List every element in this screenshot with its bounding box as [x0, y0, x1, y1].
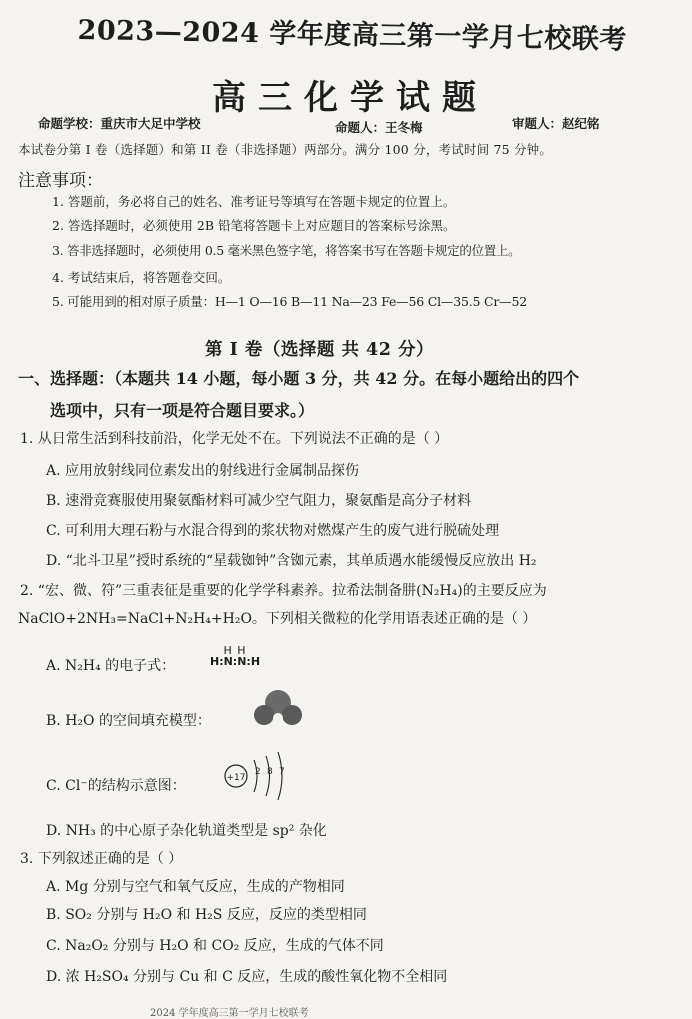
- exam-title-line1: 2023—2024 学年度高三第一学月七校联考: [77, 14, 627, 56]
- question-3-stem: 3. 下列叙述正确的是（ ）: [20, 851, 183, 867]
- part-instruction-line2: 选项中，只有一项是符合题目要求。）: [50, 401, 315, 420]
- question-3-option-c: C. Na₂O₂ 分别与 H₂O 和 CO₂ 反应，生成的气体不同: [46, 938, 384, 954]
- part-instruction-line1: 一、选择题：（本题共 14 小题，每小题 3 分，共 42 分。在每小题给出的四个: [18, 369, 580, 388]
- lewis-top-hydrogens: H H: [223, 644, 247, 657]
- reviewer-label: 审题人：赵纪铭: [512, 116, 600, 131]
- exam-title-line2: 高三化学试题: [212, 78, 488, 118]
- notice-item: 2. 答选择题时，必须使用 2B 铅笔将答题卡上对应题目的答案标号涂黑。: [52, 218, 456, 233]
- notice-item: 3. 答非选择题时，必须使用 0.5 毫米黑色签字笔，将答案书写在答题卡规定的位置上。: [52, 243, 521, 258]
- question-2-stem-line1: 2. “宏、微、符”三重表征是重要的化学学科素养。拉希法制备肼(N₂H₄)的主要反应为: [20, 583, 547, 599]
- question-3-option-d: D. 浓 H₂SO₄ 分别与 Cu 和 C 反应，生成的酸性氧化物不全相同: [46, 969, 448, 985]
- question-1-stem: 1. 从日常生活到科技前沿，化学无处不在。下列说法不正确的是（ ）: [20, 431, 449, 447]
- shell-electrons: 7: [279, 767, 285, 777]
- notice-item: 1. 答题前，务必将自己的姓名、准考证号等填写在答题卡规定的位置上。: [52, 194, 456, 209]
- question-2-option-b: B. H₂O 的空间填充模型：: [46, 713, 211, 729]
- shell-electrons: 2: [255, 767, 261, 777]
- question-1-option-d: D. “北斗卫星”授时系统的“星载铷钟”含铷元素，其单质遇水能缓慢反应放出 H₂: [46, 553, 537, 569]
- question-1-option-c: C. 可利用大理石粉与水混合得到的浆状物对燃煤产生的废气进行脱硫处理: [46, 523, 500, 539]
- question-3-option-a: A. Mg 分别与空气和氧气反应，生成的产物相同: [46, 879, 345, 895]
- lewis-main-chain: H:N:N:H: [210, 655, 261, 668]
- notice-item: 5. 可能用到的相对原子质量：H—1 O—16 B—11 Na—23 Fe—56 Cl—35.5 Cr—52: [52, 294, 527, 309]
- question-2-option-d: D. NH₃ 的中心原子杂化轨道类型是 sp² 杂化: [46, 823, 327, 839]
- nucleus-charge: +17: [226, 773, 246, 783]
- exam-intro: 本试卷分第 I 卷（选择题）和第 II 卷（非选择题）两部分。满分 100 分，考试时间 75 分钟。: [18, 142, 553, 157]
- section-title: 第 I 卷（选择题 共 42 分）: [205, 340, 435, 360]
- question-2-stem-line2: NaClO+2NH₃=NaCl+N₂H₄+H₂O。下列相关微粒的化学用语表述正确的是（ ）: [18, 611, 537, 627]
- question-1-option-b: B. 速滑竞赛服使用聚氨酯材料可减少空气阻力，聚氨酯是高分子材料: [46, 493, 472, 509]
- question-2-option-c: C. Cl⁻的结构示意图：: [46, 778, 186, 794]
- school-label: 命题学校：重庆市大足中学校: [38, 116, 201, 131]
- author-label: 命题人：王冬梅: [335, 120, 423, 135]
- chloride-structure-diagram: [222, 752, 292, 802]
- water-space-filling-model: [252, 688, 304, 728]
- notice-item: 4. 考试结束后，将答题卷交回。: [52, 270, 231, 285]
- question-3-option-b: B. SO₂ 分别与 H₂O 和 H₂S 反应，反应的类型相同: [46, 907, 367, 923]
- hydrazine-lewis-structure: [210, 645, 260, 667]
- page-footer: 2024 学年度高三第一学月七校联考: [150, 1008, 309, 1019]
- shell-electrons: 8: [267, 767, 273, 777]
- question-2-option-a: A. N₂H₄ 的电子式：: [46, 658, 176, 674]
- notice-heading: 注意事项：: [18, 171, 103, 191]
- question-1-option-a: A. 应用放射线同位素发出的射线进行金属制品探伤: [46, 463, 360, 479]
